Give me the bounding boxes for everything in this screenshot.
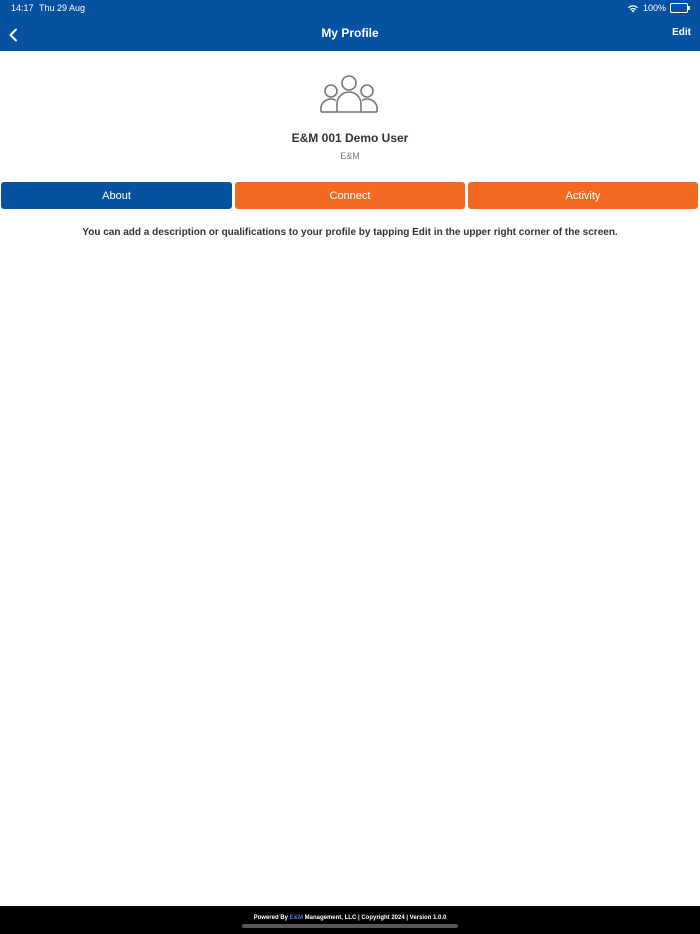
tab-activity-label: Activity [565,189,601,202]
footer-text [0,915,700,921]
tab-about[interactable] [1,182,232,209]
home-indicator[interactable] [242,924,458,928]
tab-connect[interactable] [235,182,465,209]
footer-bar [0,906,700,934]
wifi-icon [627,4,639,13]
edit-button[interactable]: Edit [672,27,691,38]
footer-prefix: Powered By [253,915,290,921]
tab-about-label: About [102,189,131,202]
user-name: E&M 001 Demo User [291,131,409,145]
tab-connect-label: Connect [329,189,371,202]
status-date: Thu 29 Aug [39,3,86,13]
header-bar [0,0,700,51]
footer-brand: E&M [289,915,303,921]
page-title: My Profile [321,26,379,40]
status-time: 14:17 [11,3,34,13]
battery-icon [670,3,688,13]
status-indicators [627,3,688,13]
tab-activity[interactable] [468,182,698,209]
footer-suffix: Management, LLC | Copyright 2024 | Version 1.0.0 [302,915,447,921]
user-organization: E&M [340,151,360,161]
group-users-icon [318,74,380,114]
battery-percent: 100% [642,3,666,13]
about-description: You can add a description or qualifications to your profile by tapping Edit in the upper right corner of the screen. [82,227,618,238]
